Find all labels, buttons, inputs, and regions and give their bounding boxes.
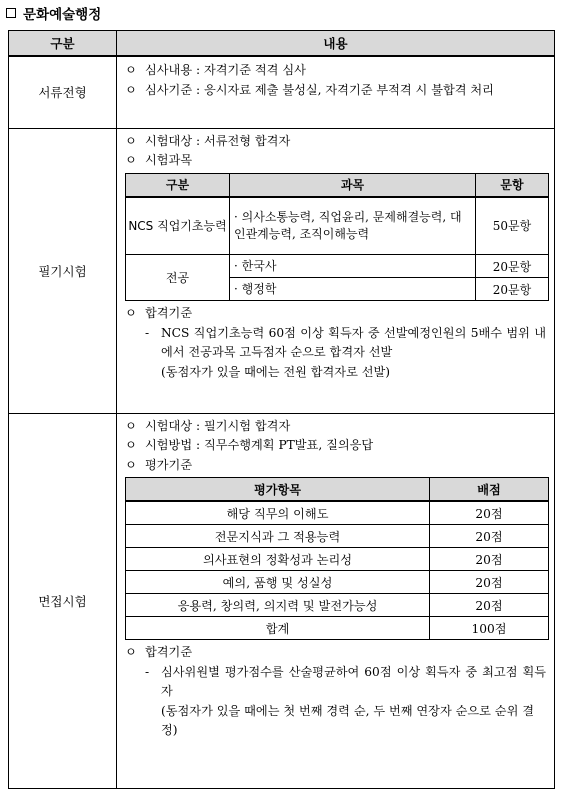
list-item: ㅇ 심사내용 : 자격기준 적격 심사 xyxy=(125,63,306,77)
criteria-item: 응용력, 창의력, 의지력 및 발전가능성 xyxy=(126,594,430,617)
row-document-screening xyxy=(9,56,555,128)
table-row xyxy=(126,525,549,548)
major-count: 20문항 xyxy=(476,278,549,301)
criteria-item: 의사표현의 정확성과 논리성 xyxy=(126,548,430,571)
square-bullet-icon xyxy=(6,8,16,18)
row-interview xyxy=(9,413,555,788)
pass-criteria-text: - NCS 직업기초능력 60점 이상 획득자 중 선발예정인원의 5배수 범위 내에서 전공과목 고득점자 순으로 합격자 선발 xyxy=(145,325,546,359)
criteria-score: 20점 xyxy=(430,525,549,548)
list-item: ㅇ 시험대상 : 서류전형 합격자 xyxy=(125,133,291,148)
criteria-item: 전문지식과 그 적용능력 xyxy=(126,525,430,548)
selection-table xyxy=(8,30,555,789)
list-item: ㅇ 시험과목 xyxy=(125,153,193,167)
category-interview: 면접시험 xyxy=(9,413,117,788)
criteria-total-score: 100점 xyxy=(430,617,549,640)
category-document-screening: 서류전형 xyxy=(9,56,117,128)
criteria-table-header xyxy=(126,478,549,502)
criteria-table xyxy=(125,477,549,640)
criteria-header-score: 배점 xyxy=(430,478,549,502)
table-row xyxy=(126,255,549,278)
pass-criteria-text: - 심사위원별 평가점수를 산술평균하여 60점 이상 획득자 중 최고점 획득자 xyxy=(145,664,546,698)
subject-header-count: 문항 xyxy=(476,173,549,197)
pass-criteria-label: ㅇ 합격기준 xyxy=(125,645,193,659)
list-item: ㅇ 시험방법 : 직무수행계획 PT발표, 질의응답 xyxy=(125,438,374,452)
table-row xyxy=(126,501,549,525)
table-row xyxy=(126,548,549,571)
section-title xyxy=(6,3,101,23)
subject-table-header xyxy=(126,173,549,197)
pass-criteria-label: ㅇ 합격기준 xyxy=(125,306,193,320)
pass-criteria-note: (동점자가 있을 때에는 전원 합격자로 선발) xyxy=(161,364,391,379)
header-category: 구분 xyxy=(9,31,117,57)
header-content: 내용 xyxy=(117,31,555,57)
major-category: 전공 xyxy=(126,255,230,301)
table-row xyxy=(126,197,549,255)
content-written-exam xyxy=(117,128,555,413)
header-row xyxy=(9,31,555,57)
list-item: ㅇ 시험대상 : 필기시험 합격자 xyxy=(125,418,291,433)
row-written-exam xyxy=(9,128,555,413)
subject-table xyxy=(125,173,549,302)
content-interview xyxy=(117,413,555,788)
criteria-score: 20점 xyxy=(430,594,549,617)
subject-header-subject: 과목 xyxy=(230,173,476,197)
criteria-total-label: 합계 xyxy=(126,617,430,640)
table-row xyxy=(126,617,549,640)
criteria-score: 20점 xyxy=(430,548,549,571)
major-subject: · 한국사 xyxy=(230,255,476,278)
major-subject: · 행정학 xyxy=(230,278,476,301)
table-row xyxy=(126,594,549,617)
criteria-item: 예의, 품행 및 성실성 xyxy=(126,571,430,594)
ncs-subject: · 의사소통능력, 직업윤리, 문제해결능력, 대인관계능력, 조직이해능력 xyxy=(230,197,476,255)
list-item: ㅇ 심사기준 : 응시자료 제출 불성실, 자격기준 부적격 시 불합격 처리 xyxy=(125,82,494,97)
subject-header-category: 구분 xyxy=(126,173,230,197)
criteria-header-item: 평가항목 xyxy=(126,478,430,502)
major-count: 20문항 xyxy=(476,255,549,278)
ncs-count: 50문항 xyxy=(476,197,549,255)
criteria-item: 해당 직무의 이해도 xyxy=(126,501,430,525)
content-document-screening xyxy=(117,56,555,128)
criteria-score: 20점 xyxy=(430,501,549,525)
list-item: ㅇ 평가기준 xyxy=(125,457,193,472)
pass-criteria-note: (동점자가 있을 때에는 첫 번째 경력 순, 두 번째 연장자 순으로 순위 결정) xyxy=(161,703,534,737)
criteria-score: 20점 xyxy=(430,571,549,594)
category-written-exam: 필기시험 xyxy=(9,128,117,413)
table-row xyxy=(126,571,549,594)
ncs-category: NCS 직업기초능력 xyxy=(126,197,230,255)
section-title-text: 문화예술행정 xyxy=(23,7,102,23)
